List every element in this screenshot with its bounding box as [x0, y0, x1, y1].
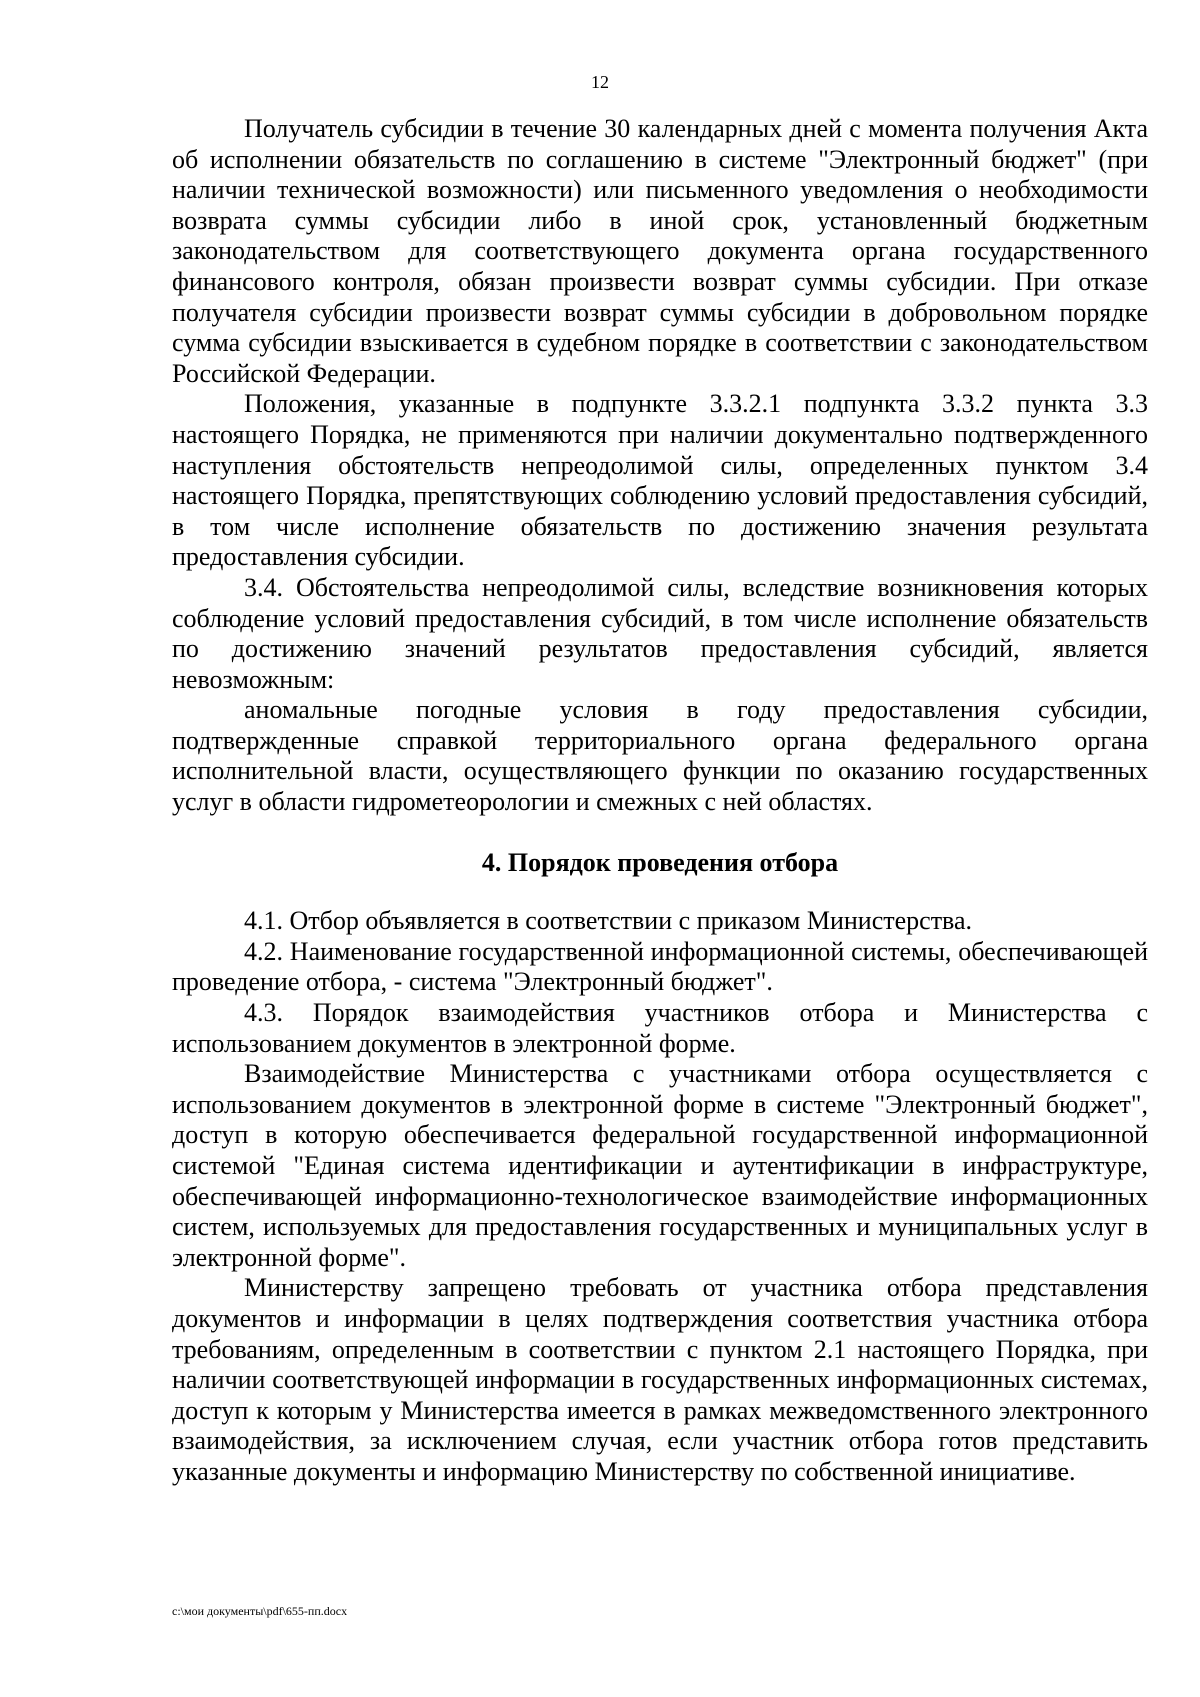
paragraph-3-4: 3.4. Обстоятельства непреодолимой силы, вследствие возникновения которых соблюдение условий предоставления субсидий, в том числе исполнение обязательств по достижению значений результатов предоставления субсидий, является невозможным:	[172, 572, 1148, 694]
section-heading: 4. Порядок проведения отбора	[481, 847, 839, 877]
document-body	[172, 114, 1148, 1488]
page-number: 12	[591, 72, 609, 92]
paragraph-refund-deadline: Получатель субсидии в течение 30 календарных дней с момента получения Акта об исполнении обязательств по соглашению в системе "Электронный бюджет" (при наличии технической возможности) или письменного уведомления о необходимости возврата суммы субсидии либо в иной срок, установленный бюджетным законодательством для соответствующего документа органа государственного финансового контроля, обязан произвести возврат суммы субсидии. При отказе получателя субсидии произвести возврат суммы субсидии в добровольном порядке сумма субсидии взыскивается в судебном порядке в соответствии с законодательством Российской Федерации.	[172, 114, 1148, 388]
paragraph-4-2: 4.2. Наименование государственной информационной системы, обеспечивающей проведение отбора, - система "Электронный бюджет".	[172, 936, 1148, 997]
footer-file-path: c:\мои документы\pdf\655-пп.docx	[172, 1604, 348, 1618]
paragraph-4-3: 4.3. Порядок взаимодействия участников отбора и Министерства с использованием документов в электронной форме.	[172, 998, 1148, 1058]
paragraph-ministry-prohibition: Министерству запрещено требовать от участника отбора представления документов и информации в целях подтверждения соответствия участника отбора требованиям, определенным в соответствии с пунктом 2.1 настоящего Порядка, при наличии соответствующей информации в государственных информационных системах, доступ к которым у Министерства имеется в рамках межведомственного электронного взаимодействия, за исключением случая, если участник отбора готов представить указанные документы и информацию Министерству по собственной инициативе.	[172, 1273, 1148, 1486]
paragraph-4-1: 4.1. Отбор объявляется в соответствии с приказом Министерства.	[244, 906, 973, 936]
paragraph-force-majeure-exception: Положения, указанные в подпункте 3.3.2.1 подпункта 3.3.2 пункта 3.3 настоящего Порядка, не применяются при наличии документально подтвержденного наступления обстоятельств непреодолимой силы, определенных пунктом 3.4 настоящего Порядка, препятствующих соблюдению условий предоставления субсидий, в том числе исполнение обязательств по достижению значения результата предоставления субсидии.	[172, 389, 1148, 572]
paragraph-weather-conditions: аномальные погодные условия в году предоставления субсидии, подтвержденные справкой территориального органа федерального органа исполнительной власти, осуществляющего функции по оказанию государственных услуг в области гидрометеорологии и смежных с ней областях.	[172, 695, 1148, 817]
paragraph-interaction: Взаимодействие Министерства с участниками отбора осуществляется с использованием документов в электронной форме в системе "Электронный бюджет", доступ в которую обеспечивается федеральной государственной информационной системой "Единая система идентификации и аутентификации в инфраструктуре, обеспечивающей информационно-технологическое взаимодействие информационных систем, используемых для предоставления государственных и муниципальных услуг в электронной форме".	[172, 1059, 1148, 1272]
